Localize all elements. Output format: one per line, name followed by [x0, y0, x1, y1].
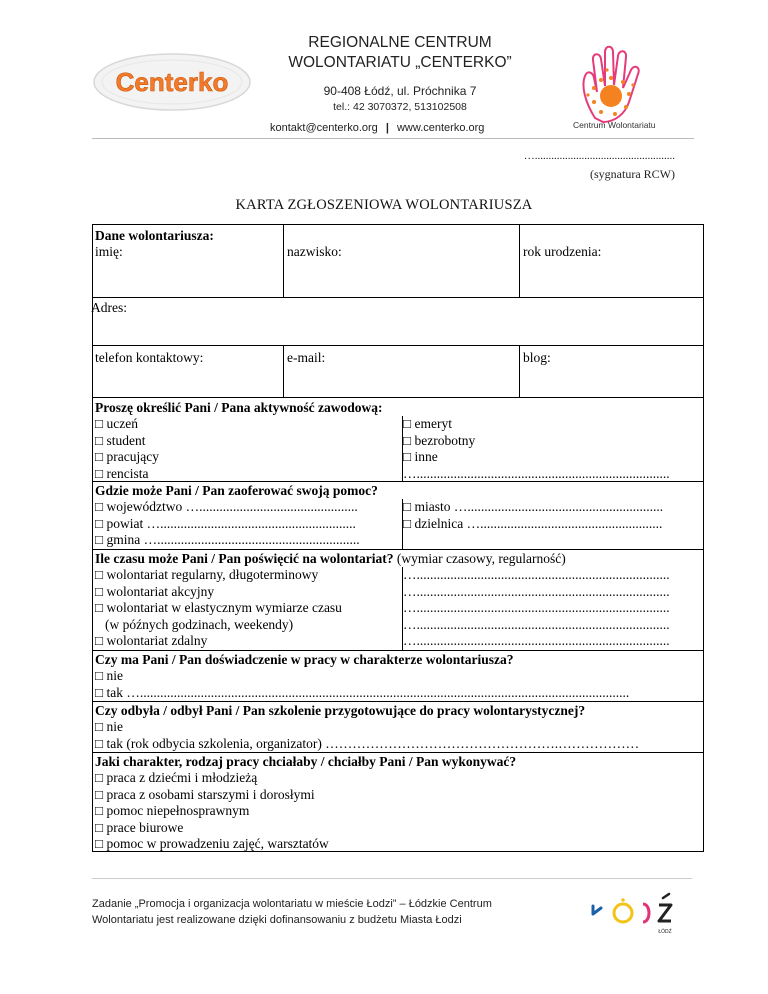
lodz-logo [585, 888, 695, 938]
blog-label: blog: [523, 350, 551, 365]
occupation-option[interactable]: □ inne [403, 449, 438, 465]
signature-label: (sygnatura RCW) [590, 167, 675, 181]
contact-row [93, 346, 703, 398]
location-field-city[interactable]: □ miasto ….......................................................... [403, 499, 664, 515]
personal-section-heading: Dane wolontariusza: [95, 228, 214, 243]
time-answer-field[interactable]: …........................................................................... [403, 567, 670, 583]
contact-separator: | [385, 122, 389, 134]
work-type-section [93, 753, 703, 851]
time-hint: (wymiar czasowy, regularność) [396, 551, 566, 566]
time-section [93, 550, 703, 651]
experience-option-no[interactable]: □ nie [95, 668, 124, 684]
work-type-option[interactable]: □ prace biurowe [95, 819, 184, 835]
work-type-option[interactable]: □ praca z dziećmi i młodzieżą [95, 770, 258, 786]
location-field-district[interactable]: □ dzielnica …...................................................... [403, 515, 663, 531]
time-option[interactable]: □ wolontariat akcyjny [95, 583, 215, 599]
org-address: 90-408 Łódź, ul. Próchnika 7 [323, 84, 477, 98]
page-title: KARTA ZGŁOSZENIOWA WOLONTARIUSZA [235, 197, 533, 213]
footer-divider [92, 878, 692, 879]
location-section [93, 482, 703, 550]
work-type-option[interactable]: □ praca z osobami starszymi i dorosłymi [95, 786, 315, 802]
work-type-option[interactable]: □ pomoc niepełnosprawnym [95, 803, 250, 819]
experience-section [93, 651, 703, 702]
org-name-line1: REGIONALNE CENTRUM [308, 34, 492, 51]
location-question: Gdzie może Pani / Pan zaoferować swoją pomoc? [95, 483, 378, 498]
personal-name-row [93, 225, 703, 298]
work-type-option[interactable]: □ pomoc w prowadzeniu zajęć, warsztatów [95, 836, 329, 852]
time-question-line [95, 550, 703, 567]
org-phone: tel.: 42 3070372, 513102508 [333, 101, 467, 113]
footer-text [92, 896, 562, 928]
footer-line: Zadanie „Promocja i organizacja wolontariatu w mieście Łodzi” – Łódzkie Centrum [92, 898, 492, 910]
volunteer-form [92, 224, 704, 852]
svg-text:Centerko: Centerko [115, 67, 229, 97]
time-option[interactable]: □ wolontariat zdalny [95, 633, 208, 649]
email-cell[interactable] [283, 346, 519, 397]
location-field-voivodeship[interactable]: □ województwo …............................................... [95, 499, 358, 515]
org-name-line2: WOLONTARIATU „CENTERKO” [288, 54, 512, 71]
phone-label: telefon kontaktowy: [95, 350, 204, 365]
time-option[interactable]: □ wolontariat regularny, długoterminowy [95, 567, 319, 583]
time-answer-field[interactable]: …........................................................................... [403, 616, 670, 632]
occupation-option[interactable]: □ student [95, 432, 146, 448]
occupation-option[interactable]: □ rencista [95, 465, 149, 481]
occupation-section [93, 398, 703, 482]
first-name-label: imię: [95, 244, 123, 259]
time-option-note: (w późnych godzinach, weekendy) [105, 616, 294, 632]
location-field-county[interactable]: □ powiat ….......................................................... [95, 515, 356, 531]
occupation-question: Proszę określić Pani / Pana aktywność zawodową: [95, 400, 383, 415]
address-label: Adres: [91, 300, 127, 315]
birth-year-cell[interactable] [519, 225, 703, 297]
first-name-cell[interactable] [93, 225, 283, 297]
training-section [93, 702, 703, 753]
centerko-logo [92, 52, 252, 112]
address-cell[interactable] [89, 298, 703, 345]
email-label: e-mail: [287, 350, 326, 365]
time-answer-field[interactable]: …........................................................................... [403, 583, 670, 599]
location-field-commune[interactable]: □ gmina …............................................................ [95, 532, 360, 548]
occupation-option[interactable]: □ emeryt [403, 416, 453, 432]
last-name-label: nazwisko: [287, 244, 342, 259]
time-answer-field[interactable]: …........................................................................... [403, 633, 670, 649]
lodz-logo-caption: ŁÓDŹ [658, 929, 672, 935]
time-question: Ile czasu może Pani / Pan poświęcić na wolontariat? [95, 551, 394, 566]
header-divider [92, 138, 694, 139]
right-logo-caption: Centrum Wolontariatu [573, 120, 656, 130]
birth-year-label: rok urodzenia: [523, 244, 602, 259]
last-name-cell[interactable] [283, 225, 519, 297]
time-answer-field[interactable]: …........................................................................... [403, 600, 670, 616]
experience-question: Czy ma Pani / Pan doświadczenie w pracy w charakterze wolontariusza? [95, 652, 514, 667]
footer-line: Wolontariatu jest realizowane dzięki dofinansowaniu z budżetu Miasta Łodzi [92, 914, 462, 926]
phone-cell[interactable] [93, 346, 283, 397]
occupation-option[interactable]: □ uczeń [95, 416, 139, 432]
occupation-option[interactable]: □ bezrobotny [403, 432, 476, 448]
time-option[interactable]: □ wolontariat w elastycznym wymiarze czasu [95, 600, 342, 616]
experience-option-yes[interactable]: □ tak …................................................................................................................................................. [95, 684, 630, 700]
occupation-option[interactable]: □ pracujący [95, 449, 159, 465]
org-email[interactable]: kontakt@centerko.org [270, 122, 378, 134]
occupation-other-field[interactable]: …........................................................................... [403, 465, 670, 481]
work-type-question: Jaki charakter, rodzaj pracy chciałaby / chciałby Pani / Pan wykonywać? [95, 754, 517, 769]
signature-field[interactable]: …................................................... [523, 150, 675, 162]
training-option-no[interactable]: □ nie [95, 719, 124, 735]
blog-cell[interactable] [519, 346, 703, 397]
address-row[interactable] [93, 298, 703, 346]
training-option-yes[interactable]: □ tak (rok odbycia szkolenia, organizator) …………………………………………….……………… [95, 735, 640, 751]
training-question: Czy odbyła / odbył Pani / Pan szkolenie przygotowujące do pracy wolontarystycznej? [95, 703, 586, 718]
org-contact [270, 122, 570, 134]
org-website[interactable]: www.centerko.org [396, 122, 485, 134]
